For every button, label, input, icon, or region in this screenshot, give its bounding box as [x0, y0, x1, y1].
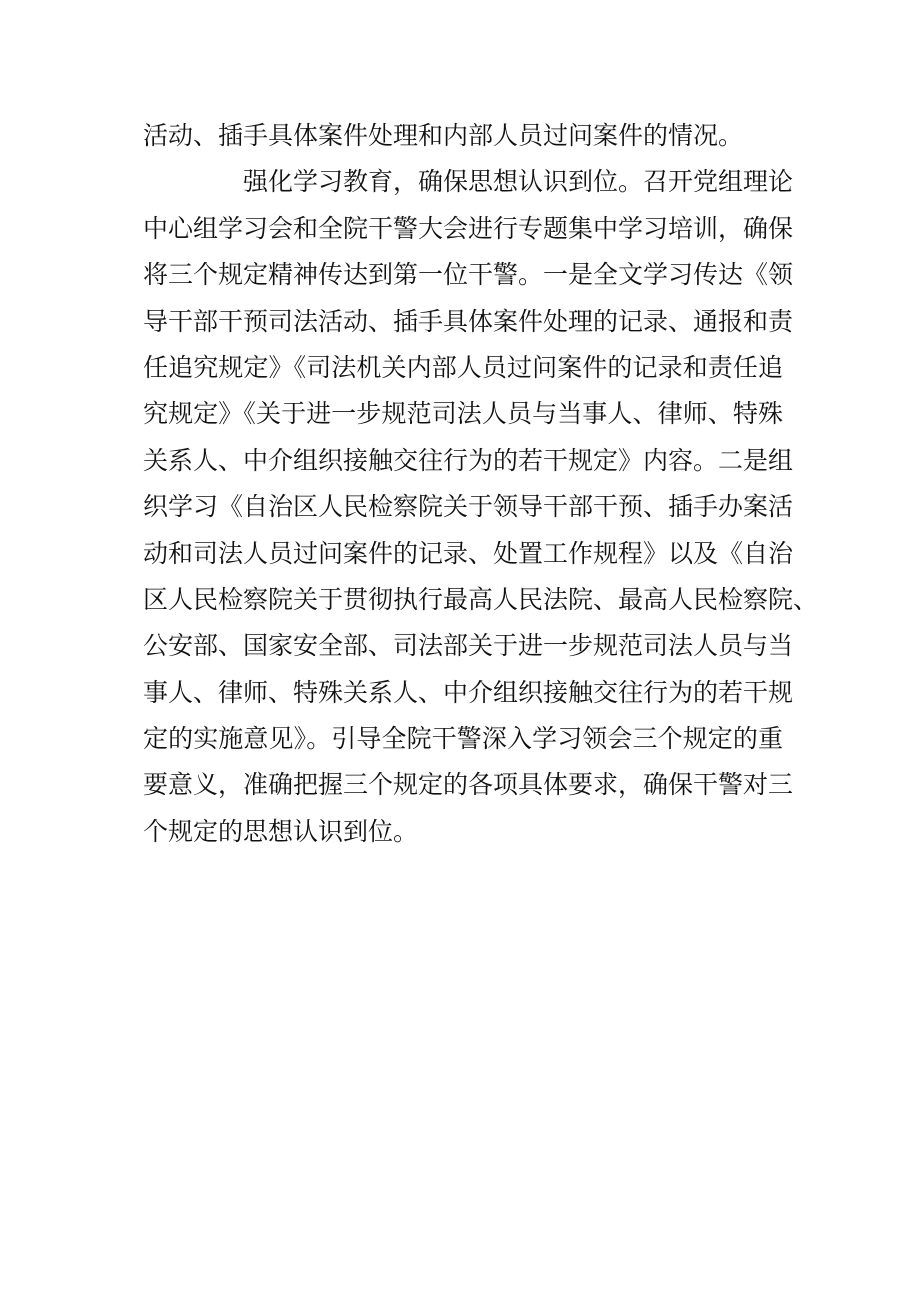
text-line: 中心组学习会和全院干警大会进行专题集中学习培训，确保: [143, 213, 794, 243]
text-line: 关系人、中介组织接触交往行为的若干规定》内容。二是组: [143, 445, 794, 475]
text-line: 活动、插手具体案件处理和内部人员过问案件的情况。: [143, 121, 744, 150]
text-line: 将三个规定精神传达到第一位干警。一是全文学习传达《领: [143, 260, 794, 290]
text-line: 要意义，准确把握三个规定的各项具体要求，确保干警对三: [143, 770, 794, 800]
text-line: 织学习《自治区人民检察院关于领导干部干预、插手办案活: [143, 492, 794, 522]
text-line: 公安部、国家安全部、司法部关于进一步规范司法人员与当: [143, 631, 794, 661]
text-line: 个规定的思想认识到位。: [143, 816, 419, 846]
text-line: 究规定》《关于进一步规范司法人员与当事人、律师、特殊: [143, 399, 783, 429]
text-line: 任追究规定》《司法机关内部人员过问案件的记录和责任追: [143, 352, 783, 382]
paragraph-first-line: 强化学习教育，确保思想认识到位。召开党组理论: [243, 167, 794, 197]
text-line: 事人、律师、特殊关系人、中介组织接触交往行为的若干规: [143, 677, 794, 707]
text-line: 导干部干预司法活动、插手具体案件处理的记录、通报和责: [143, 306, 794, 336]
text-line: 区人民检察院关于贯彻执行最高人民法院、最高人民检察院、: [143, 584, 819, 614]
body-text: [143, 113, 819, 855]
text-line: 动和司法人员过问案件的记录、处置工作规程》以及《自治: [143, 538, 794, 568]
text-line: 定的实施意见》。引导全院干警深入学习领会三个规定的重: [143, 724, 783, 754]
